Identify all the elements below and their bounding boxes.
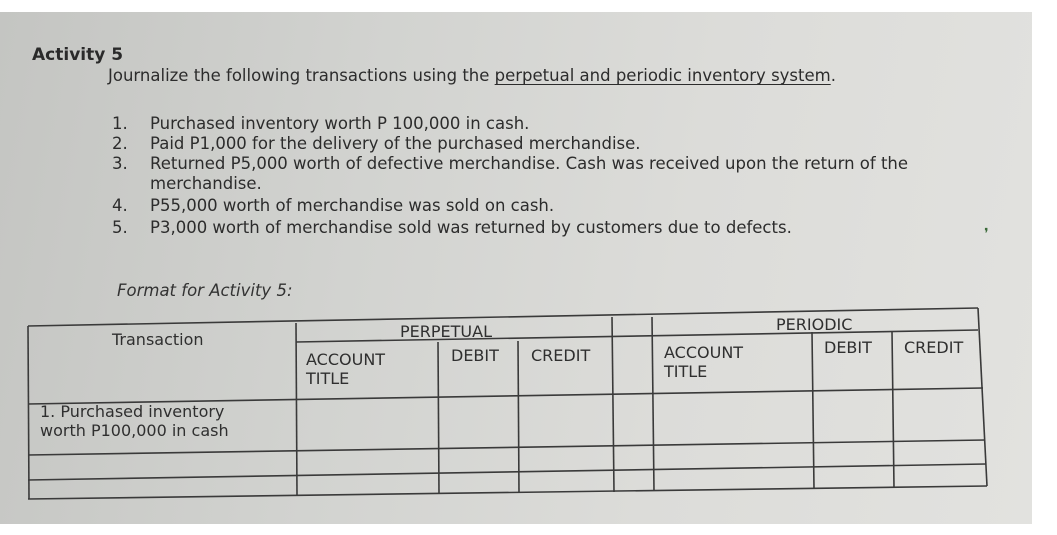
- instruction-underlined-text: perpetual and periodic inventory system: [494, 66, 831, 85]
- instruction-period: .: [830, 66, 836, 85]
- table-row-transaction-1: [40, 402, 229, 440]
- transaction-list: [112, 114, 972, 238]
- row-text-line: worth P100,000 in cash: [40, 421, 229, 440]
- account-label: ACCOUNT: [664, 343, 744, 362]
- title-label: TITLE: [306, 369, 350, 388]
- list-item-text: Purchased inventory worth P 100,000 in cash.: [150, 114, 530, 133]
- list-item-number: 5.: [112, 218, 128, 237]
- perpetual-header: PERPETUAL: [400, 322, 492, 341]
- list-item-number: 1.: [112, 114, 128, 133]
- row-text-line: 1. Purchased inventory: [40, 402, 225, 421]
- list-item: [112, 196, 972, 216]
- list-item: [112, 218, 972, 238]
- list-item-number: 2.: [112, 134, 128, 153]
- list-item-continuation: [112, 174, 972, 194]
- periodic-credit-header: CREDIT: [904, 338, 964, 357]
- activity-instruction: [108, 66, 836, 85]
- list-item-text: merchandise.: [150, 174, 262, 193]
- list-item: [112, 114, 972, 134]
- perpetual-account-title-header: [306, 350, 385, 388]
- list-item: [112, 154, 972, 174]
- leaf-speck-icon: ❜: [984, 226, 989, 242]
- activity-title: Activity 5: [32, 45, 124, 65]
- format-label: Format for Activity 5:: [117, 281, 293, 300]
- title-label: TITLE: [664, 362, 708, 381]
- list-item-text: Paid P1,000 for the delivery of the purchased merchandise.: [150, 134, 641, 153]
- transaction-header: Transaction: [112, 330, 204, 349]
- periodic-debit-header: DEBIT: [824, 338, 872, 357]
- perpetual-credit-header: CREDIT: [531, 346, 591, 365]
- periodic-account-title-header: [664, 343, 743, 381]
- list-item-text: P3,000 worth of merchandise sold was returned by customers due to defects.: [150, 218, 792, 237]
- perpetual-debit-header: DEBIT: [451, 346, 499, 365]
- list-item-text: Returned P5,000 worth of defective merchandise. Cash was received upon the return of the: [150, 154, 909, 173]
- account-label: ACCOUNT: [306, 350, 386, 369]
- list-item-number: 3.: [112, 154, 128, 173]
- list-item: [112, 134, 972, 154]
- journal-table-grid: [0, 12, 1032, 524]
- periodic-header: PERIODIC: [776, 315, 853, 334]
- worksheet-page: [0, 12, 1032, 524]
- list-item-text: P55,000 worth of merchandise was sold on cash.: [150, 196, 555, 215]
- list-item-number: 4.: [112, 196, 128, 215]
- instruction-text: Journalize the following transactions using the: [108, 66, 495, 85]
